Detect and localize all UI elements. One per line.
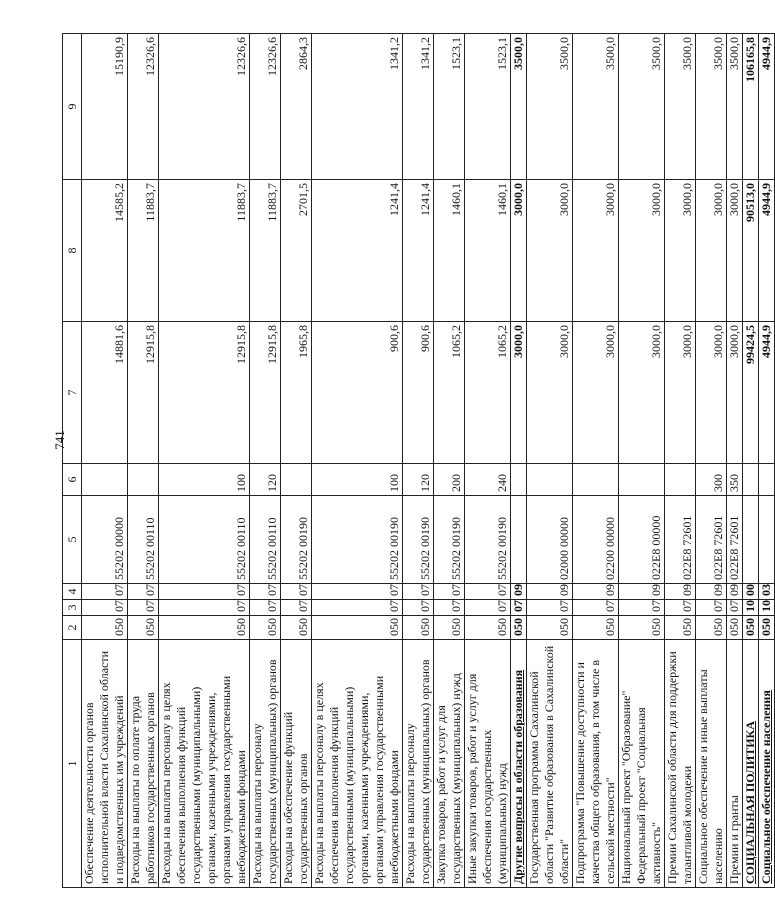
header-cell-2: 2 — [63, 616, 82, 640]
row-amount-1-cell: 3000,0 — [511, 322, 527, 464]
table-row — [743, 34, 759, 888]
row-target-article-cell: 022E8 72601 — [727, 496, 743, 584]
row-expense-type-cell: 100 — [159, 464, 250, 496]
row-amount-3-cell: 3500,0 — [619, 34, 665, 180]
row-ministry-code-cell: 050 — [281, 616, 312, 640]
row-section-cell: 07 — [128, 600, 159, 616]
row-name-cell: Социальное обеспечение и иные выплаты населению — [696, 640, 727, 888]
row-expense-type-cell — [619, 464, 665, 496]
row-ministry-code-cell: 050 — [727, 616, 743, 640]
row-ministry-code-cell: 050 — [527, 616, 573, 640]
row-section-cell: 07 — [665, 600, 696, 616]
row-target-article-cell: 55202 00000 — [82, 496, 128, 584]
row-section-cell: 07 — [619, 600, 665, 616]
row-amount-2-cell: 11883,7 — [250, 180, 281, 322]
row-amount-2-cell: 3000,0 — [696, 180, 727, 322]
row-expense-type-cell — [759, 464, 775, 496]
table-row — [281, 34, 312, 888]
table-row — [159, 34, 250, 888]
table-row — [619, 34, 665, 888]
row-amount-1-cell: 1065,2 — [434, 322, 465, 464]
table-row — [665, 34, 696, 888]
row-amount-1-cell: 12915,8 — [250, 322, 281, 464]
row-section-cell: 10 — [743, 600, 759, 616]
table-row — [250, 34, 281, 888]
row-amount-3-cell: 1341,2 — [312, 34, 403, 180]
header-cell-8: 8 — [63, 180, 82, 322]
row-amount-3-cell: 3500,0 — [696, 34, 727, 180]
row-amount-1-cell: 900,6 — [312, 322, 403, 464]
row-expense-type-cell: 100 — [312, 464, 403, 496]
row-expense-type-cell: 350 — [727, 464, 743, 496]
row-expense-type-cell: 120 — [250, 464, 281, 496]
budget-table-body — [63, 34, 775, 888]
row-expense-type-cell: 120 — [403, 464, 434, 496]
row-amount-1-cell: 900,6 — [403, 322, 434, 464]
row-section-cell: 07 — [312, 600, 403, 616]
row-amount-2-cell: 1460,1 — [465, 180, 511, 322]
row-subsection-cell: 09 — [665, 584, 696, 600]
row-section-cell: 07 — [250, 600, 281, 616]
row-amount-1-cell: 4944,9 — [759, 322, 775, 464]
row-amount-2-cell: 4944,9 — [759, 180, 775, 322]
row-subsection-cell: 09 — [527, 584, 573, 600]
row-target-article-cell: 55202 00110 — [250, 496, 281, 584]
budget-table-container — [62, 34, 773, 888]
row-target-article-cell: 022E8 00000 — [619, 496, 665, 584]
row-amount-1-cell: 14881,6 — [82, 322, 128, 464]
row-section-cell: 07 — [696, 600, 727, 616]
row-subsection-cell: 09 — [573, 584, 619, 600]
row-target-article-cell: 55202 00190 — [312, 496, 403, 584]
header-cell-3: 3 — [63, 600, 82, 616]
row-ministry-code-cell: 050 — [743, 616, 759, 640]
row-expense-type-cell — [527, 464, 573, 496]
table-row — [527, 34, 573, 888]
row-amount-3-cell: 12326,6 — [128, 34, 159, 180]
row-subsection-cell: 07 — [312, 584, 403, 600]
row-amount-2-cell: 11883,7 — [159, 180, 250, 322]
table-row — [82, 34, 128, 888]
row-amount-1-cell: 3000,0 — [696, 322, 727, 464]
row-target-article-cell — [511, 496, 527, 584]
row-section-cell: 07 — [281, 600, 312, 616]
row-amount-1-cell: 3000,0 — [573, 322, 619, 464]
row-amount-3-cell: 3500,0 — [573, 34, 619, 180]
row-subsection-cell: 07 — [250, 584, 281, 600]
row-target-article-cell: 02000 00000 — [527, 496, 573, 584]
row-ministry-code-cell: 050 — [128, 616, 159, 640]
table-row — [696, 34, 727, 888]
row-amount-1-cell: 1065,2 — [465, 322, 511, 464]
row-amount-3-cell: 3500,0 — [511, 34, 527, 180]
row-name-cell: Премии Сахалинской области для поддержки талантливой молодежи — [665, 640, 696, 888]
header-row — [63, 34, 82, 888]
row-section-cell: 07 — [511, 600, 527, 616]
row-amount-3-cell: 106165,8 — [743, 34, 759, 180]
row-ministry-code-cell: 050 — [665, 616, 696, 640]
row-amount-3-cell: 4944,9 — [759, 34, 775, 180]
row-target-article-cell: 55202 00190 — [434, 496, 465, 584]
row-amount-3-cell: 1341,2 — [403, 34, 434, 180]
row-subsection-cell: 09 — [511, 584, 527, 600]
row-section-cell: 07 — [159, 600, 250, 616]
row-name-cell: Расходы на выплаты персоналу в целях обеспечения выполнения функций государственными (муниципальными) органами, казенными учреждениями, органами управления государственными внебюджетными фондами — [159, 640, 250, 888]
row-ministry-code-cell: 050 — [403, 616, 434, 640]
row-expense-type-cell — [511, 464, 527, 496]
row-name-cell: Государственная программа Сахалинской области "Развитие образования в Сахалинской области" — [527, 640, 573, 888]
row-expense-type-cell — [665, 464, 696, 496]
row-target-article-cell: 022E8 72601 — [665, 496, 696, 584]
row-amount-2-cell: 11883,7 — [128, 180, 159, 322]
header-cell-1: 1 — [63, 640, 82, 888]
row-target-article-cell: 022E8 72601 — [696, 496, 727, 584]
row-name-cell: Расходы на выплаты персоналу в целях обеспечения выполнения функций государственными (муниципальными) органами, казенными учреждениями, органами управления государственными внебюджетными фондами — [312, 640, 403, 888]
row-amount-1-cell: 3000,0 — [619, 322, 665, 464]
header-cell-9: 9 — [63, 34, 82, 180]
header-cell-7: 7 — [63, 322, 82, 464]
row-section-cell: 07 — [573, 600, 619, 616]
row-ministry-code-cell: 050 — [250, 616, 281, 640]
row-name-cell: Расходы на выплаты персоналу государственных (муниципальных) органов — [403, 640, 434, 888]
table-row — [403, 34, 434, 888]
table-row — [465, 34, 511, 888]
row-subsection-cell: 07 — [281, 584, 312, 600]
row-subsection-cell: 00 — [743, 584, 759, 600]
table-row — [727, 34, 743, 888]
row-subsection-cell: 09 — [619, 584, 665, 600]
row-amount-2-cell: 3000,0 — [511, 180, 527, 322]
header-cell-4: 4 — [63, 584, 82, 600]
row-name-cell: Другие вопросы в области образования — [511, 640, 527, 888]
row-name-cell: Иные закупки товаров, работ и услуг для обеспечения государственных (муниципальных) нужд — [465, 640, 511, 888]
row-amount-1-cell: 3000,0 — [665, 322, 696, 464]
row-section-cell: 07 — [403, 600, 434, 616]
table-row — [573, 34, 619, 888]
row-amount-1-cell: 3000,0 — [527, 322, 573, 464]
row-amount-1-cell: 12915,8 — [128, 322, 159, 464]
row-target-article-cell: 55202 00190 — [465, 496, 511, 584]
row-target-article-cell: 55202 00110 — [159, 496, 250, 584]
row-amount-2-cell: 3000,0 — [527, 180, 573, 322]
row-amount-2-cell: 3000,0 — [727, 180, 743, 322]
row-target-article-cell: 55202 00190 — [403, 496, 434, 584]
row-section-cell: 10 — [759, 600, 775, 616]
budget-table — [62, 33, 775, 888]
row-name-cell: СОЦИАЛЬНАЯ ПОЛИТИКА — [743, 640, 759, 888]
row-target-article-cell: 02200 00000 — [573, 496, 619, 584]
row-subsection-cell: 09 — [696, 584, 727, 600]
row-amount-3-cell: 1523,1 — [434, 34, 465, 180]
row-amount-2-cell: 3000,0 — [665, 180, 696, 322]
row-amount-3-cell: 12326,6 — [159, 34, 250, 180]
row-ministry-code-cell: 050 — [159, 616, 250, 640]
row-subsection-cell: 07 — [82, 584, 128, 600]
row-name-cell: Обеспечение деятельности органов исполнительной власти Сахалинской области и подведомственных им учреждений — [82, 640, 128, 888]
row-ministry-code-cell: 050 — [465, 616, 511, 640]
table-row — [759, 34, 775, 888]
row-amount-2-cell: 1241,4 — [403, 180, 434, 322]
row-amount-2-cell: 3000,0 — [619, 180, 665, 322]
row-amount-2-cell: 1460,1 — [434, 180, 465, 322]
row-name-cell: Расходы на выплаты по оплате труда работников государственных органов — [128, 640, 159, 888]
row-target-article-cell: 55202 00190 — [281, 496, 312, 584]
row-amount-3-cell: 15190,9 — [82, 34, 128, 180]
row-expense-type-cell: 240 — [465, 464, 511, 496]
row-subsection-cell: 09 — [727, 584, 743, 600]
row-expense-type-cell: 300 — [696, 464, 727, 496]
row-amount-3-cell: 3500,0 — [527, 34, 573, 180]
row-name-cell: Подпрограмма "Повышение доступности и качества общего образования, в том числе в сельской местности" — [573, 640, 619, 888]
table-row — [128, 34, 159, 888]
page-number: 741 — [52, 430, 67, 450]
row-expense-type-cell — [573, 464, 619, 496]
row-amount-2-cell: 90513,0 — [743, 180, 759, 322]
row-subsection-cell: 07 — [159, 584, 250, 600]
row-amount-2-cell: 1241,4 — [312, 180, 403, 322]
row-ministry-code-cell: 050 — [573, 616, 619, 640]
row-amount-3-cell: 1523,1 — [465, 34, 511, 180]
table-row — [434, 34, 465, 888]
row-ministry-code-cell: 050 — [434, 616, 465, 640]
row-amount-3-cell: 3500,0 — [665, 34, 696, 180]
row-ministry-code-cell: 050 — [619, 616, 665, 640]
row-amount-1-cell: 12915,8 — [159, 322, 250, 464]
header-cell-5: 5 — [63, 496, 82, 584]
row-ministry-code-cell: 050 — [696, 616, 727, 640]
row-target-article-cell — [759, 496, 775, 584]
row-name-cell: Закупка товаров, работ и услуг для государственных (муниципальных) нужд — [434, 640, 465, 888]
row-amount-3-cell: 12326,6 — [250, 34, 281, 180]
row-ministry-code-cell: 050 — [511, 616, 527, 640]
row-subsection-cell: 07 — [434, 584, 465, 600]
row-ministry-code-cell: 050 — [82, 616, 128, 640]
row-amount-2-cell: 14585,2 — [82, 180, 128, 322]
row-amount-2-cell: 2701,5 — [281, 180, 312, 322]
row-amount-2-cell: 3000,0 — [573, 180, 619, 322]
table-row — [312, 34, 403, 888]
row-amount-1-cell: 99424,5 — [743, 322, 759, 464]
row-name-cell: Расходы на выплаты персоналу государственных (муниципальных) органов — [250, 640, 281, 888]
row-expense-type-cell — [82, 464, 128, 496]
row-expense-type-cell: 200 — [434, 464, 465, 496]
row-expense-type-cell — [281, 464, 312, 496]
row-amount-3-cell: 3500,0 — [727, 34, 743, 180]
row-target-article-cell: 55202 00110 — [128, 496, 159, 584]
row-name-cell: Премии и гранты — [727, 640, 743, 888]
row-name-cell: Расходы на обеспечение функций государственных органов — [281, 640, 312, 888]
row-name-cell: Национальный проект "Образование" Федеральный проект "Социальная активность" — [619, 640, 665, 888]
row-subsection-cell: 03 — [759, 584, 775, 600]
row-ministry-code-cell: 050 — [312, 616, 403, 640]
row-target-article-cell — [743, 496, 759, 584]
row-subsection-cell: 07 — [465, 584, 511, 600]
row-ministry-code-cell: 050 — [759, 616, 775, 640]
row-amount-1-cell: 1965,8 — [281, 322, 312, 464]
row-subsection-cell: 07 — [403, 584, 434, 600]
row-amount-1-cell: 3000,0 — [727, 322, 743, 464]
row-amount-3-cell: 2864,3 — [281, 34, 312, 180]
row-name-cell: Социальное обеспечение населения — [759, 640, 775, 888]
table-row — [511, 34, 527, 888]
row-subsection-cell: 07 — [128, 584, 159, 600]
row-section-cell: 07 — [82, 600, 128, 616]
row-section-cell: 07 — [727, 600, 743, 616]
row-section-cell: 07 — [434, 600, 465, 616]
row-expense-type-cell — [128, 464, 159, 496]
row-section-cell: 07 — [465, 600, 511, 616]
header-cell-6: 6 — [63, 464, 82, 496]
row-section-cell: 07 — [527, 600, 573, 616]
row-expense-type-cell — [743, 464, 759, 496]
